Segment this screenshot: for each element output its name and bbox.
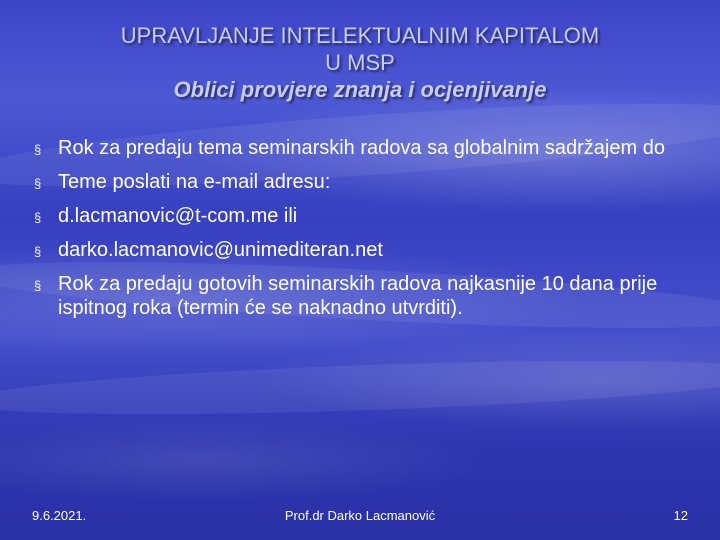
square-bullet-icon: § [34,278,42,293]
bullet-item [34,272,674,320]
footer-author: Prof.dr Darko Lacmanović [284,508,436,523]
bullet-item [34,238,674,262]
bullet-text: d.lacmanovic@t-com.me ili [58,205,298,227]
bullet-text: Rok za predaju tema seminarskih radova sa globalnim sadržajem do [58,137,665,159]
bullet-item [34,170,674,194]
square-bullet-icon: § [34,210,42,225]
square-bullet-icon: § [34,244,42,259]
bullet-text: Rok za predaju gotovih seminarskih radova najkasnije 10 dana prije ispitnog roka (termin će se naknadno utvrditi). [58,273,658,319]
slide-title [0,22,720,103]
bullet-text: darko.lacmanovic@unimediteran.net [58,239,383,261]
bullet-item [34,204,674,228]
bullet-text: Teme poslati na e-mail adresu: [58,171,331,193]
footer-date: 9.6.2021. [32,508,87,523]
background-sheen [0,351,720,425]
square-bullet-icon: § [34,176,42,191]
square-bullet-icon: § [34,142,42,157]
title-line-1: UPRAVLJANJE INTELEKTUALNIM KAPITALOM [120,23,600,48]
title-line-2: U MSP [325,50,395,75]
bullet-item [34,136,674,160]
title-line-3: Oblici provjere znanja i ocjenjivanje [173,77,547,102]
footer-page-number: 12 [673,508,688,523]
bullet-list [34,136,674,330]
